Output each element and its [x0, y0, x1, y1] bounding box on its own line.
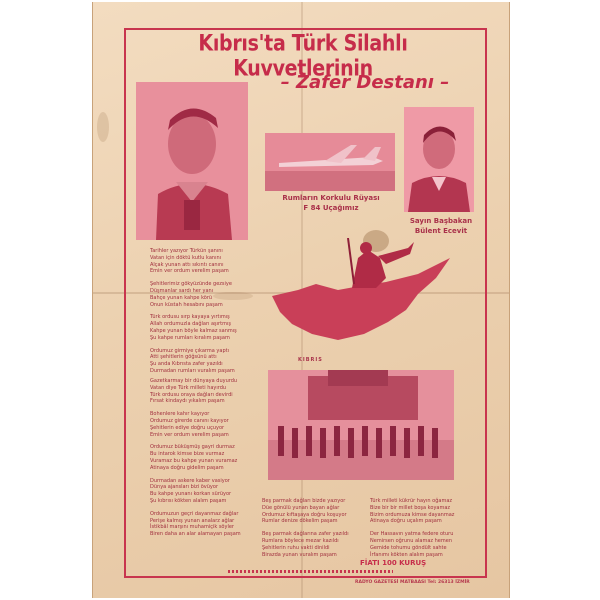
- poem-line: Vatan için döktü kutlu kanını: [150, 254, 222, 261]
- stain: [97, 112, 109, 142]
- poem-stanza: [150, 444, 262, 471]
- poem-line: İstikbâl marşını muhamiçik söyler: [150, 524, 234, 531]
- pm-caption: [404, 216, 478, 236]
- soldiers-march-photo: [268, 370, 454, 480]
- ecevit-portrait: [404, 107, 474, 212]
- poem-line: Bu intarok kimse bize vurmaz: [150, 451, 225, 458]
- poem-line: Gemide tohumu göndült sahte: [370, 544, 447, 551]
- poem-line: Beş parmak dağlarına zafer yazıldı: [262, 531, 349, 538]
- poem-line: Tarihler yazıyor Türkün şanını: [150, 248, 223, 254]
- poem-line: Şu kıbrısı kökten alalım paşam: [150, 497, 227, 504]
- poem-line: Şehitlerin ediye doğru uçuyor: [150, 424, 225, 431]
- poem-stanza: [150, 511, 262, 538]
- poem-line: Şu kahpe rumları kıralım paşam: [150, 334, 230, 341]
- poem-line: Emin ver ordum verelim paşam: [150, 431, 229, 438]
- poem-line: Perişe kalmış yunan analarz ağlar: [150, 517, 235, 524]
- printer-credit: RADYO GAZETESİ MATBAASI Tel: 26313 İZMİR: [355, 580, 470, 585]
- plane-caption-line: Rumların Korkulu Rüyası: [282, 194, 380, 202]
- plane-caption: [276, 193, 386, 213]
- poem-column-left-lower: [150, 378, 262, 544]
- poem-line: Şehitlerin ruhu vakti dinildi: [262, 544, 330, 551]
- poem-line: Ordumuz büküşmüş gayri durmaz: [150, 444, 235, 451]
- poem-line: Durmadan askere kaber vasiyor: [150, 477, 230, 484]
- poem-stanza: [150, 281, 262, 308]
- poster-title: Kıbrıs'ta Türk Silahlı Kuvvetlerinin: [198, 30, 408, 82]
- poem-line: Kahpe yunan böyle kalmaz sanmış: [150, 327, 237, 334]
- plane-caption-line: F 84 Uçağımız: [303, 204, 359, 212]
- poster-subtitle: – Zafer Destanı –: [280, 72, 450, 93]
- poem-line: Alçak yunan attı sıkıntı canını: [150, 261, 224, 268]
- poem-stanza: [150, 314, 262, 341]
- poem-line: Rumlara böylece mezar kazıldı: [262, 537, 339, 544]
- poem-column-right: [370, 498, 474, 564]
- poem-line: Der Hassavın yatma federe oturu: [370, 531, 454, 538]
- poem-line: Türk ordusu oraya dağları devirdi: [150, 391, 233, 398]
- poem-stanza: [262, 531, 362, 558]
- poem-line: Dünya ajansları bizi övüyor: [150, 484, 219, 491]
- ataturk-portrait: [136, 82, 248, 240]
- poem-line: Gazetkarmay bir dünyaya duyurdu: [150, 378, 238, 384]
- poem-stanza: [150, 411, 262, 438]
- poem-column-left: [150, 248, 262, 381]
- poem-stanza: [150, 248, 262, 275]
- poem-stanza: [150, 378, 262, 405]
- poem-line: Bizim ordumuza kimse dayanmaz: [370, 511, 455, 518]
- poem-line: Beş parmak dağları bizde yazıyor: [262, 498, 346, 504]
- poem-stanza: [150, 478, 262, 505]
- cyprus-map-illustration: [268, 238, 453, 356]
- poem-line: Ordumuz girmiye çıkarma yaptı: [150, 347, 229, 354]
- poem-line: Vuramaz bu kahpe yunan vuramaz: [150, 457, 238, 464]
- poem-line: Bize bir bir millet boşa koyamaz: [370, 504, 451, 511]
- poem-line: Şehitlerimiz gökyüzünde gezsiye: [150, 281, 232, 288]
- poem-line: Birazda yunan vuralım paşam: [262, 551, 337, 558]
- poem-line: Rumlar denize dökelim paşam: [262, 518, 338, 525]
- poem-line: Şu anda Kıbrısta zafer yazıldı: [150, 361, 223, 368]
- pm-caption-line: Bülent Ecevit: [414, 227, 468, 235]
- poem-stanza: [150, 348, 262, 375]
- poem-line: Biren daha an alar alamayan paşam: [150, 531, 241, 538]
- poem-stanza: [262, 498, 362, 525]
- poem-line: Atinaya doğru gidelim paşam: [150, 464, 224, 471]
- poem-line: Ordumuz girerde canını kayıyor: [150, 417, 229, 424]
- price-label: FİATI 100 KURUŞ: [360, 559, 427, 567]
- map-label: KIBRIS: [298, 357, 323, 363]
- decorative-border-strip: [228, 570, 393, 573]
- poem-stanza: [370, 498, 474, 525]
- f84-plane-photo: [265, 133, 395, 191]
- poem-line: İrfanımı kökten alalım paşam: [370, 551, 443, 558]
- poem-line: Onun küstah hesabını paşam: [150, 301, 223, 308]
- poem-line: Düe gönülü yunan bayan ağlar: [262, 504, 340, 511]
- poem-line: Ordumuzun geçri dayanmaz dağlar: [150, 510, 239, 517]
- poem-line: Vatan diye Türk milleti hayırdu: [150, 384, 227, 391]
- poem-line: Emin ver ordum verelim paşam: [150, 268, 229, 275]
- poem-line: Düşmanlar sardı her yanı: [150, 287, 214, 294]
- poem-line: Allah ordumuzla dağları aşırtmış: [150, 321, 231, 328]
- poem-line: Bohenlere kahır kayıyor: [150, 411, 210, 418]
- poem-line: Bu kahpe yunanı korkan sürüyor: [150, 491, 232, 498]
- poem-line: Atti şehitlerin göğsünü attı: [150, 354, 217, 361]
- poem-line: Fırsat kindaydı yıkalım paşam: [150, 398, 225, 405]
- poem-line: Ordumuz kıftaşaya doğru koşuyor: [262, 511, 347, 518]
- poem-line: Atinaya doğru uçalım paşam: [370, 518, 442, 525]
- poem-stanza: [370, 531, 474, 558]
- poem-line: Bahçe yunan kahpe körü: [150, 294, 213, 301]
- pm-caption-line: Sayın Başbakan: [409, 217, 473, 225]
- poem-line: Nemirsen oğrunu alamaz hemen: [370, 537, 452, 544]
- poem-column-middle: [262, 498, 362, 564]
- poem-line: Türk ordusu sırp kayaya yırtımış: [150, 314, 230, 321]
- poem-line: Durmadan rumları vuralım paşam: [150, 367, 235, 374]
- poem-line: Türk milleti kükrür hayın oğamaz: [370, 498, 453, 504]
